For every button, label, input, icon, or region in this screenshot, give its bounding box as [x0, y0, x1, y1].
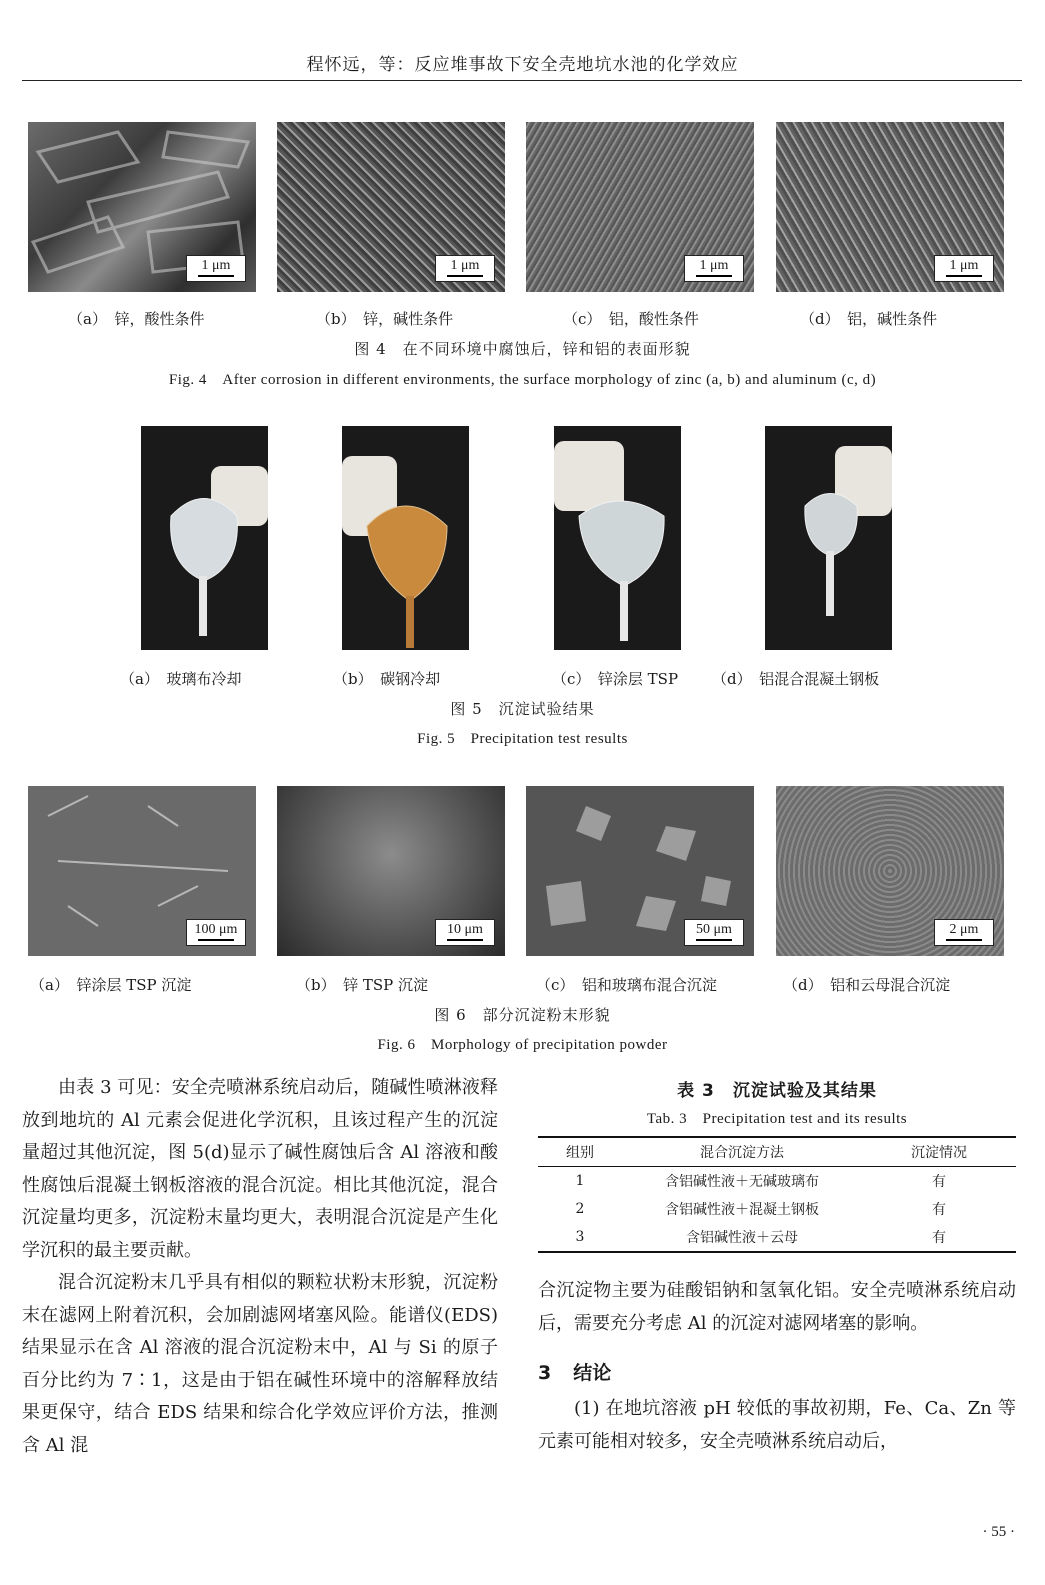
- table3-header-method: 混合沉淀方法: [622, 1137, 862, 1167]
- table-row: [538, 1223, 1016, 1252]
- fig6-panel-c-image: [526, 786, 754, 956]
- body-right-column: [538, 1072, 1016, 1458]
- fig5-caption-en: Fig. 5 Precipitation test results: [417, 731, 628, 747]
- fig5-sub-b: （b） 碳钢冷却: [333, 670, 441, 688]
- fig6-panel-a-image: [28, 786, 256, 956]
- body-left-column: [22, 1072, 498, 1462]
- table3-title-en: Tab. 3 Precipitation test and its results: [646, 1111, 908, 1127]
- fig6-sub-a: （a） 锌涂层 TSP 沉淀: [30, 976, 192, 994]
- table3-cell: 含铝碱性液＋无碱玻璃布: [665, 1174, 819, 1190]
- table3-header-result: 沉淀情况: [862, 1137, 1016, 1167]
- fig4-caption-en: Fig. 4 After corrosion in different environments, the surface morphology of zinc (a, b) and aluminum (c, d): [168, 372, 877, 388]
- table3-cell: 有: [932, 1174, 946, 1190]
- section-number: 3: [538, 1362, 552, 1384]
- fig6-panel-b-image: [277, 786, 505, 956]
- fig5-sub-a: （a） 玻璃布冷却: [120, 670, 242, 688]
- fig4-sub-a: （a） 锌，酸性条件: [68, 310, 205, 328]
- fig6-panel-d-image: [776, 786, 1004, 956]
- table3-header-row: [538, 1137, 1016, 1167]
- table-row: [538, 1167, 1016, 1196]
- table3: [538, 1136, 1016, 1253]
- fig6-caption-en: Fig. 6 Morphology of precipitation powder: [377, 1037, 668, 1053]
- table3-cell: 含铝碱性液＋云母: [622, 1223, 862, 1252]
- fig5-sub-d: （d） 铝混合混凝土钢板: [712, 670, 880, 688]
- fig4-a-scale-bar: 1 μm: [186, 255, 246, 282]
- fig6-d-scale-bar: 2 μm: [934, 919, 994, 946]
- section-title: 结论: [573, 1362, 612, 1384]
- fig5-sub-c: （c） 锌涂层 TSP: [552, 670, 679, 688]
- fig6-a-scale-bar: 100 μm: [186, 919, 246, 946]
- fig5-caption-cn: 图 5 沉淀试验结果: [450, 700, 595, 718]
- fig6-sub-c: （c） 铝和玻璃布混合沉淀: [536, 976, 717, 994]
- fig4-sub-d: （d） 铝，碱性条件: [800, 310, 938, 328]
- fig4-caption-cn: 图 4 在不同环境中腐蚀后，锌和铝的表面形貌: [354, 340, 691, 358]
- fig4-b-scale-bar: 1 μm: [435, 255, 495, 282]
- fig4-sub-c: （c） 铝，酸性条件: [563, 310, 699, 328]
- page-number: · 55 ·: [982, 1524, 1015, 1540]
- table3-cell: 有: [862, 1223, 1016, 1252]
- body-paragraph-1: 由表 3 可见：安全壳喷淋系统启动后，随碱性喷淋液释放到地坑的 Al 元素会促进化学沉积，且该过程产生的沉淀量超过其他沉淀，图 5(d)显示了碱性腐蚀后含 Al 溶液和酸性腐蚀后混凝土钢板溶液的混合沉淀。相比其他沉淀，混合沉淀量均更多，沉淀粉末量均更大，表明混合沉淀是产生化学沉积的最主要贡献。: [22, 1077, 498, 1261]
- body-paragraph-4: (1) 在地坑溶液 pH 较低的事故初期，Fe、Ca、Zn 等元素可能相对较多，安全壳喷淋系统启动后，: [538, 1398, 1016, 1452]
- table3-cell: 有: [932, 1202, 946, 1218]
- table-row: [538, 1195, 1016, 1223]
- fig6-sub-d: （d） 铝和云母混合沉淀: [783, 976, 951, 994]
- table3-title-cn: 表 3 沉淀试验及其结果: [677, 1081, 877, 1101]
- table3-cell: 含铝碱性液＋混凝土钢板: [665, 1202, 819, 1218]
- fig4-sub-b: （b） 锌，碱性条件: [316, 310, 454, 328]
- section-heading: [538, 1358, 1016, 1385]
- fig4-c-scale-bar: 1 μm: [684, 255, 744, 282]
- table3-cell: 3: [538, 1223, 622, 1252]
- body-paragraph-2: 混合沉淀粉末几乎具有相似的颗粒状粉末形貌，沉淀粉末在滤网上附着沉积，会加剧滤网堵塞风险。能谱仪(EDS)结果显示在含 Al 溶液的混合沉淀粉末中，Al 与 Si 的原子百分比约为 7∶1，这是由于铝在碱性环境中的溶解释放结果更保守，结合 EDS 结果和综合化学效应评价方法，推测含 Al 混: [22, 1272, 498, 1456]
- fig4-d-scale-bar: 1 μm: [934, 255, 994, 282]
- table3-cell: 2: [575, 1201, 585, 1217]
- table3-cell: 1: [575, 1173, 585, 1189]
- fig6-b-scale-bar: 10 μm: [435, 919, 495, 946]
- body-paragraph-3: 合沉淀物主要为硅酸铝钠和氢氧化铝。安全壳喷淋系统启动后，需要充分考虑 Al 的沉淀对滤网堵塞的影响。: [538, 1280, 1016, 1334]
- fig6-c-scale-bar: 50 μm: [684, 919, 744, 946]
- fig6-sub-b: （b） 锌 TSP 沉淀: [296, 976, 429, 994]
- running-title: 程怀远，等：反应堆事故下安全壳地坑水池的化学效应: [306, 55, 739, 75]
- fig6-caption-cn: 图 6 部分沉淀粉末形貌: [434, 1006, 611, 1024]
- table3-header-group: 组别: [538, 1137, 622, 1167]
